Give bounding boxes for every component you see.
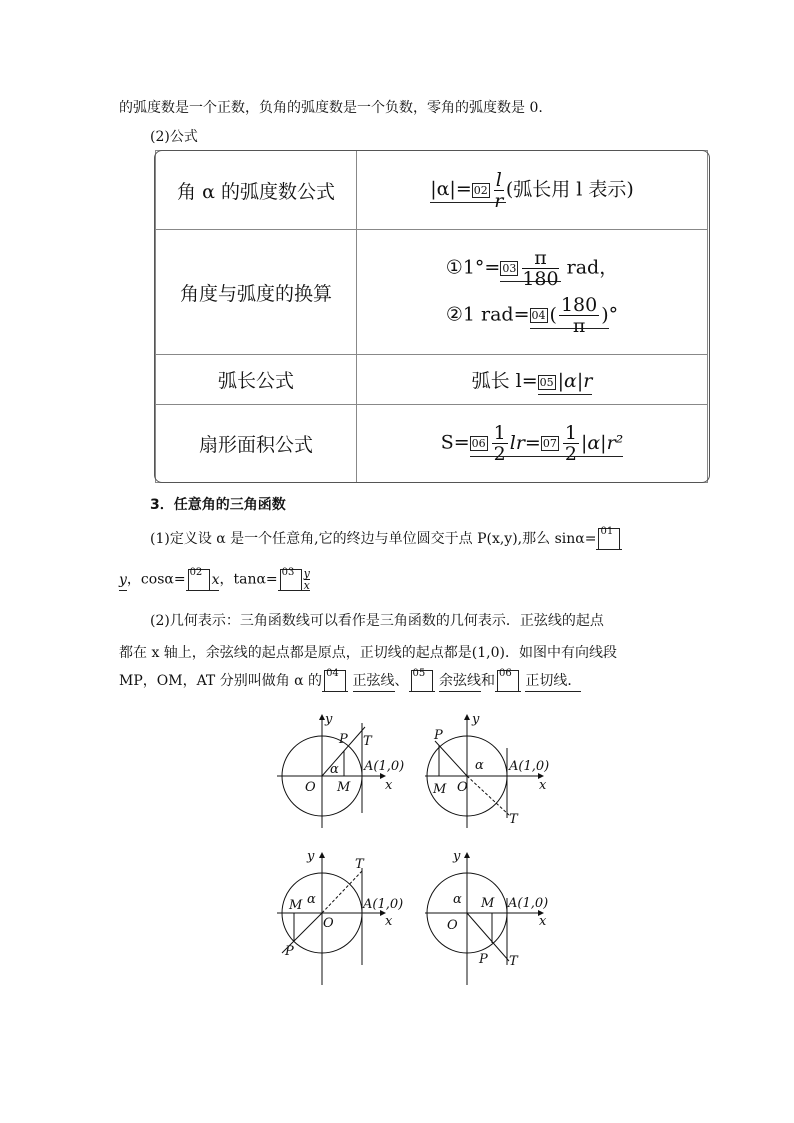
row1-formula: |α|= 02 $\frac{l}{r}$ (弧长用 l 表示) xyxy=(357,151,708,230)
definition-line2: y，cosα= 02 x，tanα= 03 $\frac{y}{x}$ xyxy=(119,566,310,592)
answer-box-01: 01 xyxy=(598,528,620,550)
answer-box-06: 06 xyxy=(497,670,519,692)
row3-label: 弧长公式 xyxy=(156,355,357,405)
geo-line1: (2)几何表示：三角函数线可以看作是三角函数的几何表示．正弦线的起点 xyxy=(150,613,604,629)
answer-box-02: 02 xyxy=(188,569,210,591)
row2-formula: ①1°= 03 $\frac{\pi}{180}$ rad， ②1 rad= 04 ( $\frac{180}{\pi}$ )° xyxy=(357,230,708,355)
svg-text:P: P xyxy=(285,944,294,959)
svg-text:y: y xyxy=(307,849,315,864)
geo-line3: MP，OM，AT 分别叫做角 α 的 04 正弦线、 05 余弦线和 06 正切线． xyxy=(119,670,581,692)
answer-box-05: 05 xyxy=(411,670,433,692)
answer-box: 02 xyxy=(473,183,488,197)
svg-text:A(1,0): A(1,0) xyxy=(363,897,404,912)
intro-line: 的弧度数是一个正数，负角的弧度数是一个负数，零角的弧度数是 0. xyxy=(119,100,543,116)
svg-text:T: T xyxy=(509,812,518,827)
row4-label: 扇形面积公式 xyxy=(156,405,357,483)
row2-label: 角度与弧度的换算 xyxy=(156,230,357,355)
svg-text:y: y xyxy=(453,849,461,864)
row1-label: 角 α 的弧度数公式 xyxy=(156,151,357,230)
formula-heading: (2)公式 xyxy=(150,129,198,145)
svg-text:x: x xyxy=(385,914,393,929)
trig-line-diagrams xyxy=(267,703,557,988)
svg-text:M: M xyxy=(289,898,303,913)
svg-text:α: α xyxy=(475,758,484,773)
definition-line: (1)定义设 α 是一个任意角,它的终边与单位圆交于点 P(x,y),那么 sinα= 01 xyxy=(150,528,622,550)
svg-text:M: M xyxy=(337,780,351,795)
svg-text:T: T xyxy=(363,734,372,749)
svg-text:A(1,0): A(1,0) xyxy=(508,896,549,911)
svg-text:α: α xyxy=(330,762,339,777)
svg-text:A(1,0): A(1,0) xyxy=(364,759,405,774)
geo-line2: 都在 x 轴上，余弦线的起点都是原点，正切线的起点都是(1,0)．如图中有向线段 xyxy=(119,645,617,661)
svg-text:P: P xyxy=(434,728,443,743)
svg-text:x: x xyxy=(385,778,393,793)
formula-table xyxy=(155,150,708,483)
answer-box-03: 03 xyxy=(280,569,302,591)
svg-text:y: y xyxy=(472,712,480,727)
svg-text:O: O xyxy=(447,918,458,933)
svg-text:α: α xyxy=(453,892,462,907)
svg-text:O: O xyxy=(305,780,316,795)
svg-text:A(1,0): A(1,0) xyxy=(509,759,550,774)
row4-formula: S= 06 $\frac{1}{2}$ lr= 07 $\frac{1}{2}$ |α|r² xyxy=(357,405,708,483)
svg-text:O: O xyxy=(457,780,468,795)
svg-text:P: P xyxy=(339,732,348,747)
svg-text:T: T xyxy=(355,857,364,872)
svg-text:M: M xyxy=(481,896,495,911)
section3-title: 3．任意角的三角函数 xyxy=(150,497,286,513)
svg-text:T: T xyxy=(509,954,518,969)
svg-text:P: P xyxy=(479,952,488,967)
svg-text:x: x xyxy=(539,914,547,929)
answer-box-04: 04 xyxy=(324,670,346,692)
svg-text:M: M xyxy=(433,782,447,797)
svg-text:α: α xyxy=(307,892,316,907)
svg-text:O: O xyxy=(323,916,334,931)
label-y: y xyxy=(325,712,333,727)
svg-text:x: x xyxy=(539,778,547,793)
row3-formula: 弧长 l= 05 |α|r xyxy=(357,355,708,405)
